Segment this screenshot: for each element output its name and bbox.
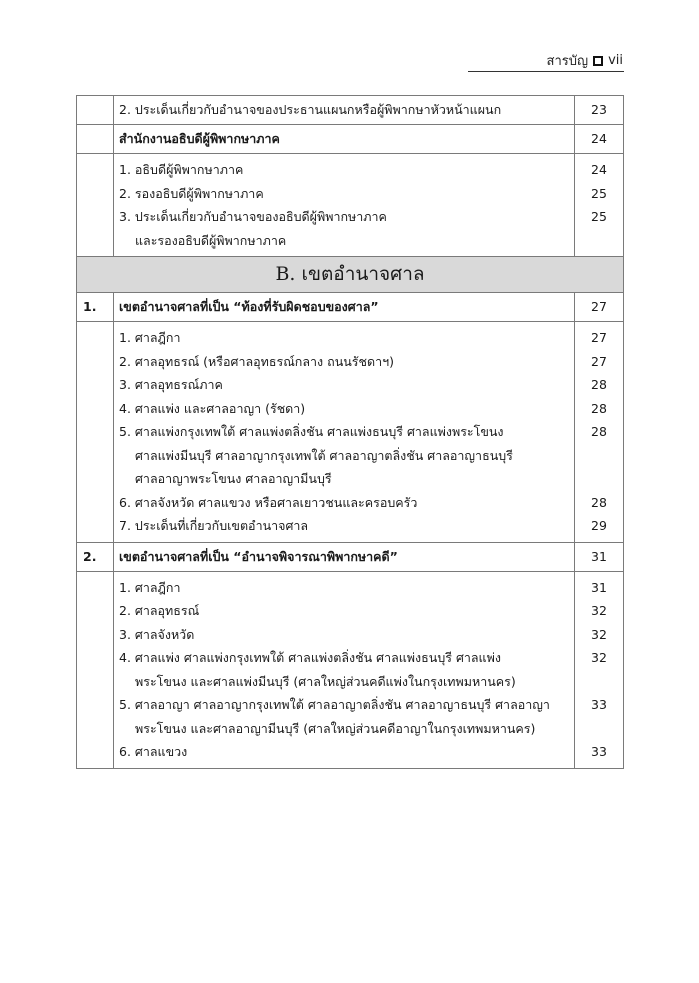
entry-title[interactable]: เขตอำนาจศาลที่เป็น “อำนาจพิจารณาพิพากษาคดี” (114, 542, 575, 571)
subentry-title-line[interactable]: 1. ศาลฎีกา (119, 579, 181, 595)
entry-title[interactable]: สำนักงานอธิบดีผู้พิพากษาภาค (114, 125, 575, 154)
subentry-page-list (575, 322, 624, 543)
subentry-title-line[interactable]: 2. รองอธิบดีผู้พิพากษาภาค (119, 185, 264, 201)
subentry-title-line[interactable]: 7. ประเด็นที่เกี่ยวกับเขตอำนาจศาล (119, 518, 309, 533)
subentry-title-line[interactable]: พระโขนง และศาลอาญามีนบุรี (ศาลใหญ่ส่วนคดีอาญาในกรุงเทพมหานคร) (135, 720, 536, 736)
subentry-page-number[interactable]: 28 (591, 424, 607, 439)
subentry-title-line[interactable]: พระโขนง และศาลแพ่งมีนบุรี (ศาลใหญ่ส่วนคดีแพ่งในกรุงเทพมหานคร) (135, 673, 516, 689)
subentry-page-list (575, 571, 624, 768)
entry-page-number[interactable]: 31 (575, 542, 624, 571)
subentry-page-number[interactable]: 25 (591, 185, 607, 201)
subentry-title-line[interactable]: 6. ศาลจังหวัด ศาลแขวง หรือศาลเยาวชนและครอบครัว (119, 494, 418, 510)
subentry-title-line[interactable]: 1. ศาลฎีกา (119, 330, 181, 345)
subentry-title-line[interactable]: ศาลอาญาพระโขนง ศาลอาญามีนบุรี (135, 471, 332, 486)
toc-entry-row (77, 125, 624, 154)
subentry-title-line[interactable]: 5. ศาลอาญา ศาลอาญากรุงเทพใต้ ศาลอาญาตลิ่งชัน ศาลอาญาธนบุรี ศาลอาญา (119, 697, 550, 712)
entry-page-number[interactable]: 27 (575, 293, 624, 322)
toc-entry-row (77, 96, 624, 125)
subentry-page-number[interactable]: 32 (591, 626, 607, 642)
entry-title[interactable]: 2. ประเด็นเกี่ยวกับอำนาจของประธานแผนกหรือผู้พิพากษาหัวหน้าแผนก (114, 96, 575, 125)
subentry-title-line[interactable]: 3. ประเด็นเกี่ยวกับอำนาจของอธิบดีผู้พิพากษาภาค (119, 209, 387, 224)
subentry-list (114, 154, 575, 257)
entry-number (77, 571, 114, 768)
subentry-title-line[interactable]: และรองอธิบดีผู้พิพากษาภาค (135, 232, 287, 248)
subentry-list (114, 322, 575, 543)
page-spacer (575, 467, 623, 491)
square-bullet-icon (593, 56, 603, 66)
subentry-page-number[interactable]: 33 (591, 697, 607, 712)
subentry-page-number[interactable]: 25 (591, 209, 607, 224)
subentry-title-line[interactable]: ศาลแพ่งมีนบุรี ศาลอาญากรุงเทพใต้ ศาลอาญาตลิ่งชัน ศาลอาญาธนบุรี (135, 447, 513, 463)
entry-page-number[interactable]: 24 (575, 125, 624, 154)
page-spacer (575, 444, 623, 468)
subentry-title-line[interactable]: 1. อธิบดีผู้พิพากษาภาค (119, 162, 244, 177)
subentry-title-line[interactable]: 3. ศาลจังหวัด (119, 626, 195, 642)
toc-subentry-group (77, 322, 624, 543)
toc-entry-row (77, 293, 624, 322)
header-page-number: vii (608, 53, 623, 68)
subentry-title-line[interactable]: 4. ศาลแพ่ง และศาลอาญา (รัชดา) (119, 400, 306, 416)
running-header (547, 50, 623, 71)
subentry-page-list (575, 154, 624, 257)
entry-number (77, 322, 114, 543)
page-spacer (575, 229, 623, 253)
subentry-page-number[interactable]: 28 (591, 494, 607, 510)
section-heading: B. เขตอำนาจศาล (77, 257, 624, 293)
subentry-list (114, 571, 575, 768)
subentry-page-number[interactable]: 31 (591, 579, 607, 595)
subentry-title-line[interactable]: 6. ศาลแขวง (119, 744, 188, 759)
subentry-page-number[interactable]: 29 (591, 518, 607, 533)
entry-number (77, 125, 114, 154)
entry-number (77, 96, 114, 125)
subentry-page-number[interactable]: 32 (591, 603, 607, 618)
entry-page-number[interactable]: 23 (575, 96, 624, 125)
subentry-page-number[interactable]: 28 (591, 377, 607, 392)
section-heading-row (77, 257, 624, 293)
subentry-page-number[interactable]: 32 (591, 650, 607, 665)
subentry-title-line[interactable]: 3. ศาลอุทธรณ์ภาค (119, 377, 223, 392)
entry-number (77, 154, 114, 257)
header-title: สารบัญ (546, 54, 589, 69)
subentry-title-line[interactable]: 5. ศาลแพ่งกรุงเทพใต้ ศาลแพ่งตลิ่งชัน ศาลแพ่งธนบุรี ศาลแพ่งพระโขนง (119, 424, 504, 439)
entry-number: 1. (77, 293, 114, 322)
header-rule (468, 71, 624, 72)
toc-subentry-group (77, 154, 624, 257)
toc-entry-row (77, 542, 624, 571)
entry-number: 2. (77, 542, 114, 571)
subentry-title-line[interactable]: 4. ศาลแพ่ง ศาลแพ่งกรุงเทพใต้ ศาลแพ่งตลิ่งชัน ศาลแพ่งธนบุรี ศาลแพ่ง (119, 650, 501, 665)
subentry-page-number[interactable]: 28 (591, 400, 607, 416)
table-of-contents (76, 95, 624, 769)
subentry-title-line[interactable]: 2. ศาลอุทธรณ์ (119, 603, 200, 618)
toc-subentry-group (77, 571, 624, 768)
subentry-page-number[interactable]: 33 (591, 744, 607, 759)
subentry-page-number[interactable]: 27 (591, 353, 607, 369)
entry-title[interactable]: เขตอำนาจศาลที่เป็น “ท้องที่รับผิดชอบของศาล” (114, 293, 575, 322)
page-spacer (575, 670, 623, 694)
subentry-title-line[interactable]: 2. ศาลอุทธรณ์ (หรือศาลอุทธรณ์กลาง ถนนรัชดาฯ) (119, 353, 395, 369)
page-spacer (575, 717, 623, 741)
subentry-page-number[interactable]: 24 (591, 162, 607, 177)
subentry-page-number[interactable]: 27 (591, 330, 607, 345)
